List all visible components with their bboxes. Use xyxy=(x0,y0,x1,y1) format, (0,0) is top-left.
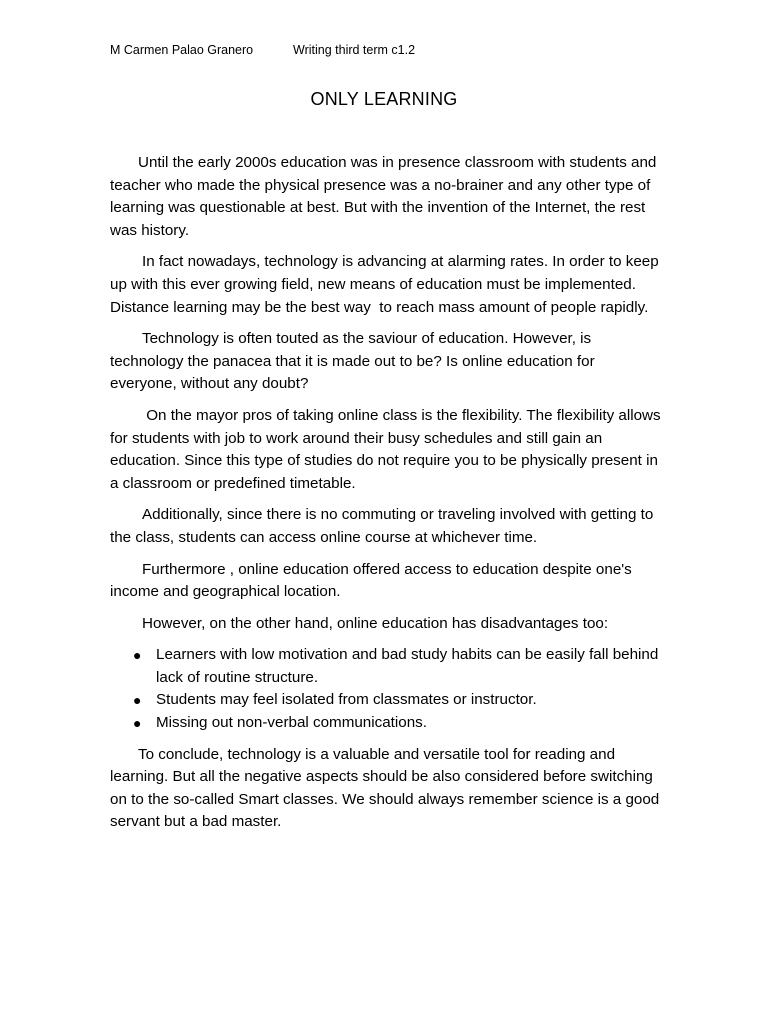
bullet-icon: ● xyxy=(133,715,142,732)
disadvantages-list xyxy=(110,644,662,734)
list-item-text: Students may feel isolated from classmates or instructor. xyxy=(156,691,537,709)
paragraph-no-commuting: Additionally, since there is no commuting or traveling involved with getting to the class, students can access online course at whichever time. xyxy=(110,506,658,546)
list-item-text: Learners with low motivation and bad study habits can be easily fall behind lack of routine structure. xyxy=(156,646,659,686)
list-item xyxy=(110,712,662,735)
assignment-label: Writing third term c1.2 xyxy=(293,43,416,57)
bullet-icon: ● xyxy=(133,692,142,709)
paragraph-conclusion: To conclude, technology is a valuable and versatile tool for reading and learning. But all the negative aspects should be also considered before switching on to the so-called Smart classes. We should always remember science is a good servant but a bad master. xyxy=(110,745,664,831)
paragraph-technology-saviour: Technology is often touted as the saviour of education. However, is technology the panacea that it is made out to be? Is online education for everyone, without any doubt? xyxy=(110,330,599,393)
paragraph-flexibility: On the mayor pros of taking online class is the flexibility. The flexibility allows for students with job to work around their busy schedules and still gain an education. Since this type of studies do not require you to be physically present in a classroom or predefined timetable. xyxy=(110,406,665,492)
list-item xyxy=(110,689,662,712)
paragraph-access: Furthermore , online education offered access to education despite one's income and geographical location. xyxy=(110,560,637,601)
document-body xyxy=(110,152,665,843)
document-header xyxy=(110,43,415,57)
author-name: M Carmen Palao Granero xyxy=(110,43,254,57)
paragraph-technology-advancing: In fact nowadays, technology is advancing at alarming rates. In order to keep up with this ever growing field, new means of education must be implemented. Distance learning may be the best way to reach mass amount of people rapidly. xyxy=(110,253,663,316)
paragraph-disadvantages: However, on the other hand, online education has disadvantages too: xyxy=(142,614,609,632)
bullet-icon: ● xyxy=(133,647,142,664)
list-item-text: Missing out non-verbal communications. xyxy=(156,714,427,732)
document-title: ONLY LEARNING xyxy=(310,89,458,109)
paragraph-intro: Until the early 2000s education was in presence classroom with students and teacher who made the physical presence was a no-brainer and any other type of learning was questionable at best. But with the invention of the Internet, the rest was history. xyxy=(110,154,661,239)
list-item xyxy=(110,644,662,689)
